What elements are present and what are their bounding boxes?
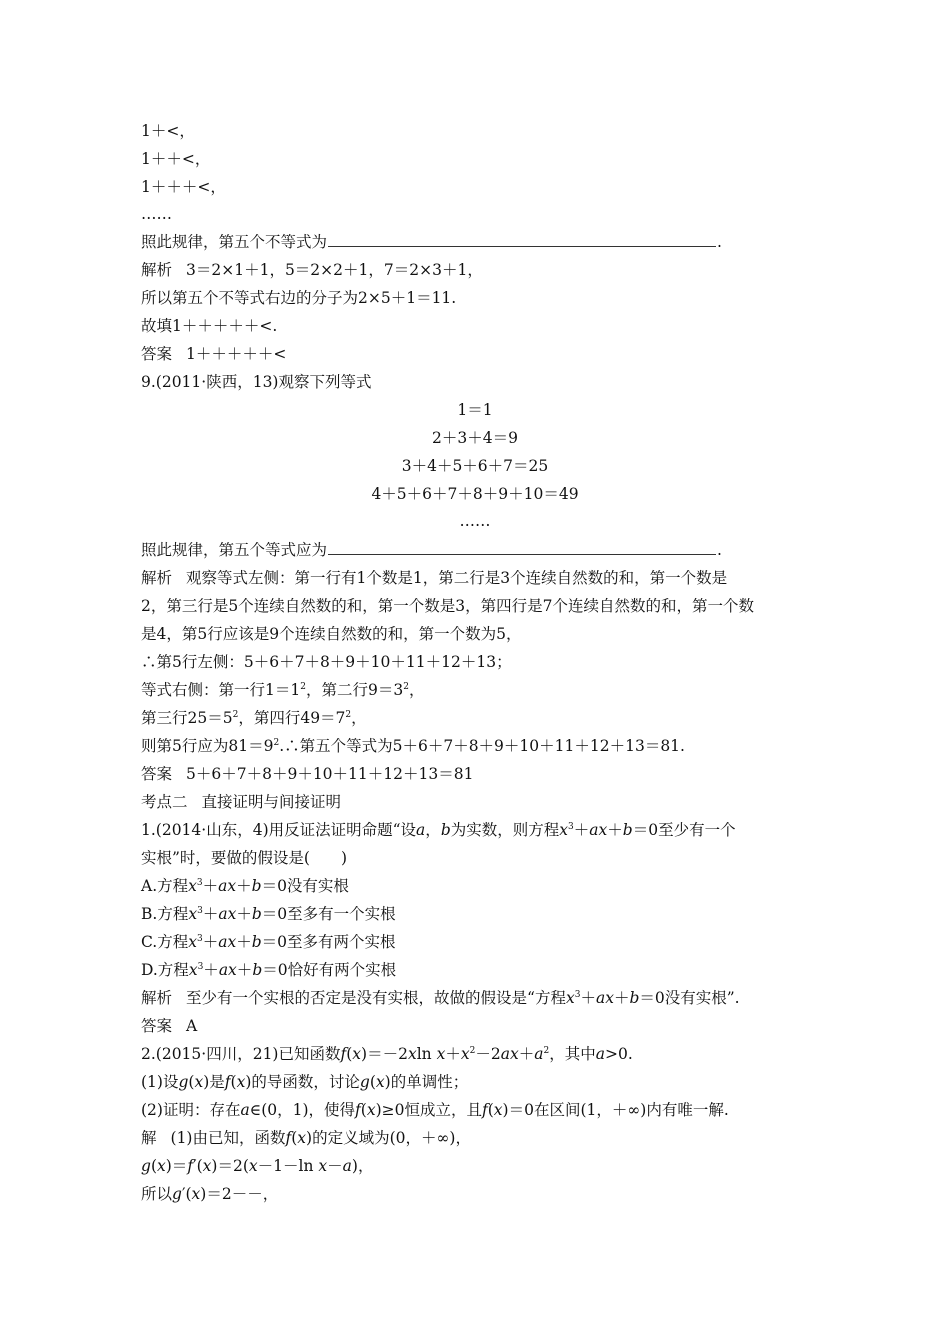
text: 5＋6＋7＋8＋9＋10＋11＋12＋13＝81 bbox=[186, 765, 474, 783]
text: 1＋＋＋＋＋< bbox=[186, 345, 287, 363]
math-var: x bbox=[493, 1101, 503, 1119]
option-b bbox=[141, 903, 396, 925]
text: ＋ bbox=[613, 989, 630, 1007]
text: ＋ bbox=[573, 821, 590, 839]
math-var: x bbox=[366, 1101, 376, 1119]
text: 1.(2014·山东，4)用反证法证明命题“设 bbox=[141, 821, 417, 839]
math-var: x bbox=[188, 933, 197, 951]
math-var: ax bbox=[218, 905, 237, 923]
text: )＝0在区间(1，＋∞)内有唯一解. bbox=[502, 1101, 729, 1119]
math-var: ax bbox=[218, 877, 237, 895]
exponent: 3 bbox=[196, 933, 203, 944]
text: 3＝2×1＋1，5＝2×2＋1，7＝2×3＋1， bbox=[186, 261, 483, 279]
text: ′ bbox=[181, 1185, 186, 1203]
math-var: x bbox=[565, 989, 575, 1007]
text: ( bbox=[369, 1073, 376, 1091]
text: ，其中 bbox=[549, 1045, 596, 1063]
text-line bbox=[141, 595, 754, 617]
text: (1)设 bbox=[141, 1073, 179, 1091]
text: 则第5行应为81＝9 bbox=[141, 737, 274, 755]
text: ＋ bbox=[236, 933, 252, 951]
equation-line bbox=[0, 455, 950, 477]
text: …… bbox=[459, 512, 491, 530]
text: ＋ bbox=[202, 877, 219, 895]
math-var: f bbox=[355, 1101, 361, 1119]
math-var: b bbox=[622, 821, 633, 839]
text: 1＋＋<， bbox=[141, 150, 211, 168]
text: ＝0至少有一个 bbox=[632, 821, 736, 839]
math-var: a bbox=[416, 821, 426, 839]
text: 1＋<， bbox=[141, 122, 195, 140]
question-line bbox=[141, 539, 722, 561]
answer-label: 答案 bbox=[141, 345, 173, 363]
text: ＋ bbox=[236, 905, 252, 923]
math-var: g bbox=[359, 1073, 370, 1091]
math-var: x bbox=[194, 1073, 204, 1091]
sub-question-1 bbox=[141, 1071, 468, 1093]
text: A.方程 bbox=[141, 877, 189, 895]
text: ( bbox=[346, 1045, 353, 1063]
question-heading bbox=[141, 1043, 633, 1065]
math-var: b bbox=[629, 989, 640, 1007]
section-heading bbox=[141, 791, 341, 813]
text: 4＋5＋6＋7＋8＋9＋10＝49 bbox=[371, 485, 579, 503]
math-var: a bbox=[342, 1157, 352, 1175]
text: )的单调性； bbox=[384, 1073, 469, 1091]
text: ′ bbox=[193, 1157, 197, 1175]
question-heading bbox=[141, 371, 371, 393]
math-var: x bbox=[236, 1073, 246, 1091]
math-var: x bbox=[460, 1045, 470, 1063]
math-var: x bbox=[318, 1157, 328, 1175]
text: ＝0至多有一个实根 bbox=[261, 905, 396, 923]
exponent: 3 bbox=[197, 961, 204, 972]
text: 1＝1 bbox=[457, 401, 493, 419]
answer-blank bbox=[328, 232, 716, 247]
text: 1＋＋＋<， bbox=[141, 178, 226, 196]
text: ， bbox=[351, 709, 367, 727]
text: 等式右侧：第一行1＝1 bbox=[141, 681, 301, 699]
exponent: 3 bbox=[568, 821, 574, 832]
math-var: b bbox=[251, 933, 262, 951]
text: . bbox=[717, 541, 722, 559]
option-a bbox=[141, 875, 349, 897]
text-line bbox=[141, 176, 226, 198]
analysis-label: 解析 bbox=[141, 261, 173, 279]
text: .∴第五个等式为5＋6＋7＋8＋9＋10＋11＋12＋13＝81. bbox=[279, 737, 685, 755]
text: ＝0没有实根”. bbox=[639, 989, 740, 1007]
text: ln bbox=[416, 1045, 432, 1063]
text: B.方程 bbox=[141, 905, 189, 923]
math-var: x bbox=[375, 1073, 385, 1091]
text: －2 bbox=[475, 1045, 501, 1063]
text: ( bbox=[291, 1129, 298, 1147]
analysis-label: 解析 bbox=[141, 569, 173, 587]
text: 是4，第5行应该是9个连续自然数的和，第一个数为5， bbox=[141, 625, 522, 643]
text: ＋ bbox=[445, 1045, 461, 1063]
text: －1－ln bbox=[257, 1157, 314, 1175]
exponent: 2 bbox=[232, 709, 239, 720]
text: ∈(0，1)，使得 bbox=[249, 1101, 356, 1119]
text: )＝2( bbox=[211, 1157, 249, 1175]
math-var: x bbox=[202, 1157, 212, 1175]
text: )＝－2 bbox=[361, 1045, 408, 1063]
text-line bbox=[141, 679, 424, 701]
exponent: 2 bbox=[273, 737, 280, 748]
text: ( bbox=[360, 1101, 367, 1119]
text: ＝0恰好有两个实根 bbox=[262, 961, 397, 979]
option-d bbox=[141, 959, 396, 981]
text-line bbox=[141, 735, 685, 757]
text: ∴第5行左侧：5＋6＋7＋8＋9＋10＋11＋12＋13； bbox=[141, 653, 512, 671]
text: ＋ bbox=[236, 961, 253, 979]
math-var: g bbox=[172, 1185, 182, 1203]
text-line bbox=[141, 120, 195, 142]
text: ( bbox=[150, 1157, 157, 1175]
exponent: 3 bbox=[196, 877, 203, 888]
sub-question-2 bbox=[141, 1099, 729, 1121]
math-var: f bbox=[224, 1073, 231, 1091]
math-var: x bbox=[188, 961, 198, 979]
text: )＝ bbox=[165, 1157, 188, 1175]
math-var: b bbox=[251, 877, 262, 895]
text: …… bbox=[141, 205, 172, 223]
text: )的定义域为(0，＋∞)， bbox=[306, 1129, 471, 1147]
analysis-line bbox=[141, 567, 727, 589]
text: A bbox=[186, 1017, 198, 1035]
text: ( bbox=[188, 1073, 195, 1091]
text: ＝0没有实根 bbox=[261, 877, 349, 895]
math-var: x bbox=[157, 1157, 166, 1175]
math-var: x bbox=[248, 1157, 258, 1175]
solution-label: 解 bbox=[141, 1129, 157, 1147]
text-line bbox=[141, 707, 367, 729]
equation-line bbox=[0, 399, 950, 421]
text: >0. bbox=[604, 1045, 633, 1063]
exponent: 3 bbox=[574, 989, 581, 1000]
math-var: a bbox=[595, 1045, 605, 1063]
text: 所以 bbox=[141, 1185, 173, 1203]
text: 所以第五个不等式右边的分子为2×5＋1＝11. bbox=[141, 289, 457, 307]
analysis-line bbox=[141, 987, 740, 1009]
option-c bbox=[141, 931, 396, 953]
exponent: 2 bbox=[345, 709, 352, 720]
text: ＋ bbox=[518, 1045, 535, 1063]
text-line bbox=[141, 623, 521, 645]
text-line bbox=[141, 287, 456, 309]
text: 照此规律，第五个不等式为 bbox=[141, 233, 328, 251]
math-var: a bbox=[534, 1045, 544, 1063]
text: ( bbox=[487, 1101, 494, 1119]
ellipsis bbox=[0, 510, 950, 532]
exponent: 3 bbox=[197, 905, 203, 916]
math-var: f bbox=[340, 1045, 347, 1063]
exponent: 2 bbox=[543, 1045, 550, 1056]
text: 至少有一个实根的否定是没有实根，故做的假设是“方程 bbox=[186, 989, 566, 1007]
text: 实根”时，要做的假设是( ) bbox=[141, 849, 348, 867]
text: 第三行25＝5 bbox=[141, 709, 233, 727]
math-var: f bbox=[187, 1157, 194, 1175]
formula-line bbox=[141, 1183, 278, 1205]
math-var: x bbox=[188, 877, 197, 895]
text: ＋ bbox=[607, 821, 623, 839]
math-var: x bbox=[352, 1045, 362, 1063]
math-var: ax bbox=[218, 961, 237, 979]
math-var: g bbox=[141, 1157, 151, 1175]
answer-line bbox=[141, 763, 473, 785]
math-var: x bbox=[297, 1129, 307, 1147]
text: ， bbox=[425, 821, 441, 839]
math-var: ax bbox=[589, 821, 608, 839]
question-heading bbox=[141, 819, 736, 841]
text: 2.(2015·四川，21)已知函数 bbox=[141, 1045, 341, 1063]
text: 为实数，则方程 bbox=[450, 821, 560, 839]
text: . bbox=[717, 233, 722, 251]
text: － bbox=[327, 1157, 343, 1175]
answer-line bbox=[141, 343, 286, 365]
text: 观察等式左侧：第一行有1个数是1，第二行是3个连续自然数的和，第一个数是 bbox=[186, 569, 728, 587]
text-line bbox=[141, 315, 277, 337]
text: ＋ bbox=[236, 877, 252, 895]
answer-label: 答案 bbox=[141, 765, 173, 783]
text: 3＋4＋5＋6＋7＝25 bbox=[401, 457, 549, 475]
math-var: a bbox=[240, 1101, 250, 1119]
text: ＋ bbox=[202, 933, 219, 951]
math-var: x bbox=[188, 905, 198, 923]
text: 照此规律，第五个等式应为 bbox=[141, 541, 328, 559]
solution-line bbox=[141, 1127, 471, 1149]
math-var: ax bbox=[595, 989, 614, 1007]
text: ＋ bbox=[202, 905, 219, 923]
text: ， bbox=[408, 681, 425, 699]
text: ，第四行49＝7 bbox=[238, 709, 346, 727]
answer-label: 答案 bbox=[141, 1017, 173, 1035]
text: ( bbox=[196, 1157, 203, 1175]
text: D.方程 bbox=[141, 961, 189, 979]
math-var: x bbox=[407, 1045, 417, 1063]
equation-line bbox=[0, 483, 950, 505]
math-var: x bbox=[436, 1045, 446, 1063]
ellipsis bbox=[141, 203, 172, 225]
exponent: 2 bbox=[300, 681, 306, 692]
text: ，第二行9＝3 bbox=[305, 681, 404, 699]
text: ( bbox=[185, 1185, 192, 1203]
math-var: b bbox=[252, 961, 263, 979]
text: ＋ bbox=[203, 961, 219, 979]
text-line bbox=[141, 847, 347, 869]
text: 2＋3＋4＝9 bbox=[432, 429, 518, 447]
exponent: 2 bbox=[469, 1045, 476, 1056]
math-var: g bbox=[178, 1073, 189, 1091]
math-var: f bbox=[481, 1101, 488, 1119]
text: 直接证明与间接证明 bbox=[201, 793, 342, 811]
answer-blank bbox=[328, 540, 716, 555]
text: (2)证明：存在 bbox=[141, 1101, 241, 1119]
math-var: ax bbox=[500, 1045, 519, 1063]
text: 考点二 bbox=[141, 793, 188, 811]
math-var: x bbox=[191, 1185, 201, 1203]
text: )， bbox=[351, 1157, 374, 1175]
math-var: ax bbox=[218, 933, 237, 951]
text: ( bbox=[230, 1073, 237, 1091]
equation-line bbox=[0, 427, 950, 449]
text-line bbox=[141, 148, 210, 170]
text: C.方程 bbox=[141, 933, 189, 951]
text: )≥0恒成立，且 bbox=[375, 1101, 482, 1119]
formula-line bbox=[141, 1155, 373, 1177]
text: 2，第三行是5个连续自然数的和，第一个数是3，第四行是7个连续自然数的和，第一个数 bbox=[141, 597, 754, 615]
question-line bbox=[141, 231, 722, 253]
text: )的导函数，讨论 bbox=[245, 1073, 360, 1091]
math-var: f bbox=[285, 1129, 292, 1147]
text: ＝0至多有两个实根 bbox=[261, 933, 396, 951]
text: ＋ bbox=[580, 989, 596, 1007]
math-var: b bbox=[251, 905, 262, 923]
text: 故填1＋＋＋＋＋<. bbox=[141, 317, 278, 335]
answer-line bbox=[141, 1015, 197, 1037]
text: 9.(2011·陕西，13)观察下列等式 bbox=[141, 373, 372, 391]
analysis-line bbox=[141, 259, 483, 281]
analysis-label: 解析 bbox=[141, 989, 173, 1007]
text: )是 bbox=[203, 1073, 225, 1091]
text-line bbox=[141, 651, 512, 673]
math-var: x bbox=[559, 821, 569, 839]
exponent: 2 bbox=[403, 681, 409, 692]
text: )＝2－－， bbox=[200, 1185, 279, 1203]
text: (1)由已知，函数 bbox=[170, 1129, 286, 1147]
math-var: b bbox=[440, 821, 451, 839]
